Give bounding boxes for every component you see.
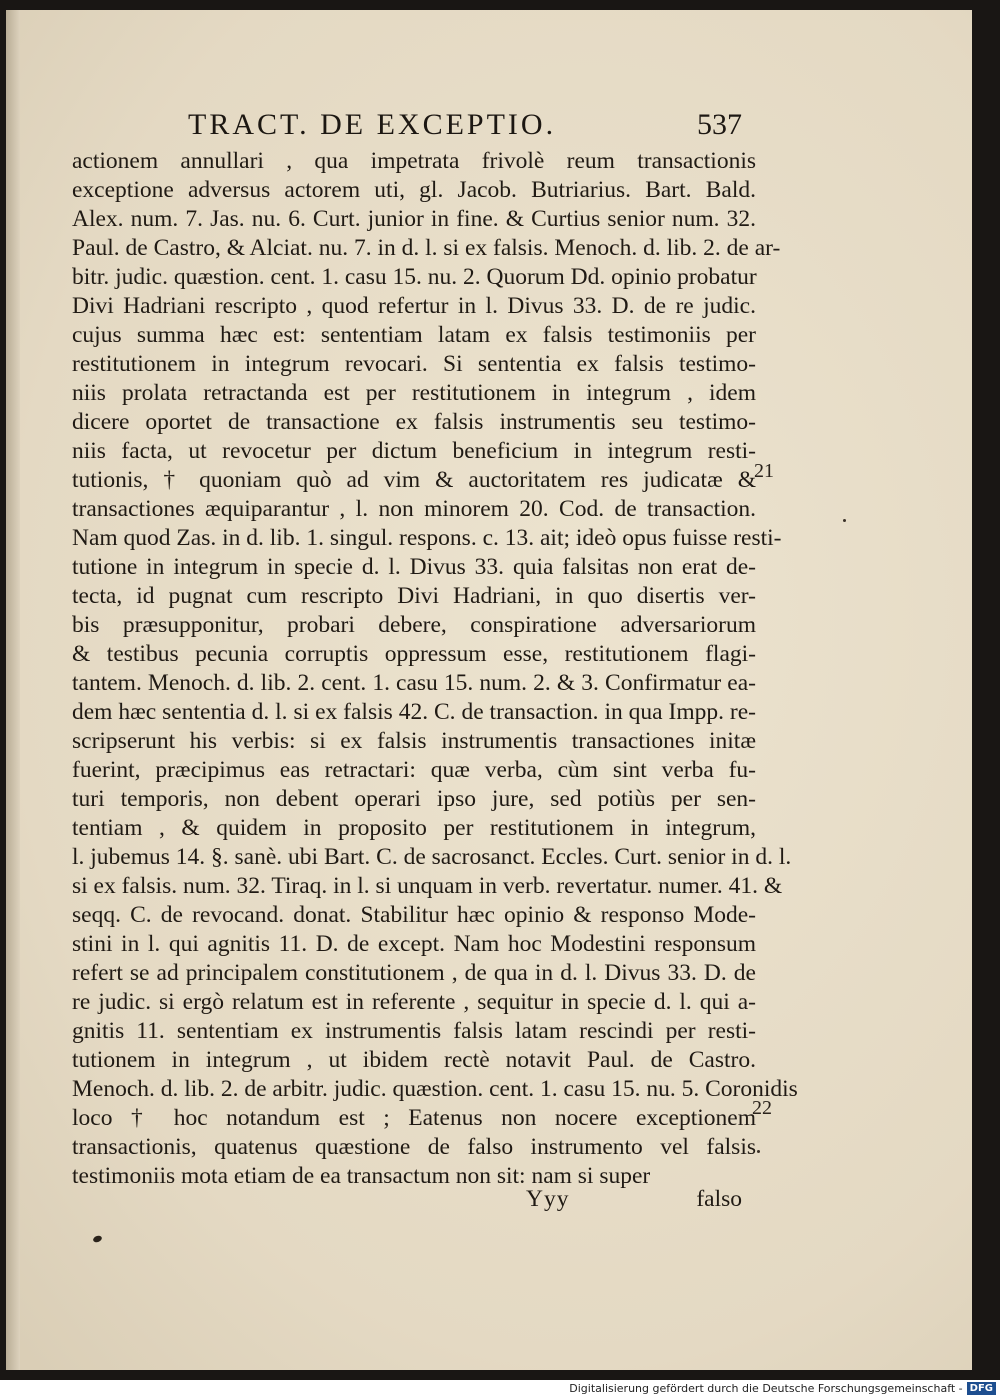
text-line: testimoniis mota etiam de ea transactum non sit: nam si super [72, 1163, 651, 1189]
text-line: & testibus pecunia corruptis oppressum esse, restitutionem flagi- [72, 641, 756, 667]
signature-line [72, 1186, 756, 1216]
text-line: scripserunt his verbis: si ex falsis instrumentis transactiones initæ [72, 728, 756, 754]
paper-speck [757, 1150, 760, 1153]
text-line: niis facta, ut revocetur per dictum beneficium in integrum resti- [72, 438, 756, 464]
text-line: tecta, id pugnat cum rescripto Divi Hadriani, in quo disertis ver- [72, 583, 756, 609]
text-line: cujus summa hæc est: sententiam latam ex falsis testimoniis per [72, 322, 756, 348]
paper-speck [843, 519, 846, 522]
margin-note-number: 21 [754, 460, 774, 482]
text-line: turi temporis, non debent operari ipso jure, sed potiùs per sen- [72, 786, 756, 812]
page-header [188, 108, 748, 152]
text-line: bitr. judic. quæstion. cent. 1. casu 15. nu. 2. Quorum Dd. opinio probatur [72, 264, 757, 290]
text-line: tutionis, † quoniam quò ad vim & auctoritatem res judicatæ & [72, 467, 756, 493]
footer-credit: Digitalisierung gefördert durch die Deutsche Forschungsgemeinschaft - [569, 1381, 963, 1395]
text-line: transactiones æquiparantur , l. non minorem 20. Cod. de transaction. [72, 496, 756, 522]
text-line: l. jubemus 14. §. sanè. ubi Bart. C. de sacrosanct. Eccles. Curt. senior in d. l. [72, 844, 792, 870]
dfg-logo-icon: DFG [967, 1382, 996, 1395]
text-line: tutionem in integrum , ut ibidem rectè notavit Paul. de Castro. [72, 1047, 756, 1073]
text-line: seqq. C. de revocand. donat. Stabilitur hæc opinio & responso Mode- [72, 902, 756, 928]
text-line: tutione in integrum in specie d. l. Divus 33. quia falsitas non erat de- [72, 554, 756, 580]
page-gutter [6, 10, 20, 1370]
text-line: transactionis, quatenus quæstione de falso instrumento vel falsis [72, 1134, 756, 1160]
text-line: niis prolata retractanda est per restitutionem in integrum , idem [72, 380, 756, 406]
text-line: exceptione adversus actorem uti, gl. Jacob. Butriarius. Bart. Bald. [72, 177, 756, 203]
text-line: Menoch. d. lib. 2. de arbitr. judic. quæstion. cent. 1. casu 15. nu. 5. Coronidis [72, 1076, 798, 1102]
text-line: Paul. de Castro, & Alciat. nu. 7. in d. l. si ex falsis. Menoch. d. lib. 2. de ar- [72, 235, 781, 261]
signature-mark: Yyy [526, 1186, 570, 1212]
text-line: Alex. num. 7. Jas. nu. 6. Curt. junior in fine. & Curtius senior num. 32. [72, 206, 756, 232]
page-number: 537 [697, 108, 742, 141]
digitization-footer [569, 1380, 1000, 1396]
text-line: Nam quod Zas. in d. lib. 1. singul. respons. c. 13. ait; ideò opus fuisse resti- [72, 525, 782, 551]
text-line: dem hæc sententia d. l. si ex falsis 42. C. de transaction. in qua Impp. re- [72, 699, 756, 725]
margin-note-number: 22 [752, 1097, 772, 1119]
text-line: gnitis 11. sententiam ex instrumentis falsis latam rescindi per resti- [72, 1018, 756, 1044]
text-line: refert se ad principalem constitutionem , de qua in d. l. Divus 33. D. de [72, 960, 756, 986]
text-line: re judic. si ergò relatum est in referente , sequitur in specie d. l. qui a- [72, 989, 756, 1015]
catchword: falso [696, 1186, 742, 1212]
text-line: Divi Hadriani rescripto , quod refertur in l. Divus 33. D. de re judic. [72, 293, 756, 319]
text-line: tentiam , & quidem in proposito per restitutionem in integrum, [72, 815, 756, 841]
text-line: dicere oportet de transactione ex falsis instrumentis seu testimo- [72, 409, 756, 435]
text-line: actionem annullari , qua impetrata frivolè reum transactionis [72, 148, 756, 174]
text-line: bis præsupponitur, probari debere, conspiratione adversariorum [72, 612, 756, 638]
text-line: si ex falsis. num. 32. Tiraq. in l. si unquam in verb. revertatur. numer. 41. & [72, 873, 783, 899]
text-line: loco † hoc notandum est ; Eatenus non nocere exceptionem [72, 1105, 756, 1131]
text-line: fuerint, præcipimus eas retractari: quæ verba, cùm sint verba fu- [72, 757, 756, 783]
text-line: tantem. Menoch. d. lib. 2. cent. 1. casu 15. num. 2. & 3. Confirmatur ea- [72, 670, 756, 696]
text-line: stini in l. qui agnitis 11. D. de except. Nam hoc Modestini responsum [72, 931, 756, 957]
text-line: restitutionem in integrum revocari. Si sententia ex falsis testimo- [72, 351, 756, 377]
running-title: TRACT. DE EXCEPTIO. [188, 108, 557, 141]
